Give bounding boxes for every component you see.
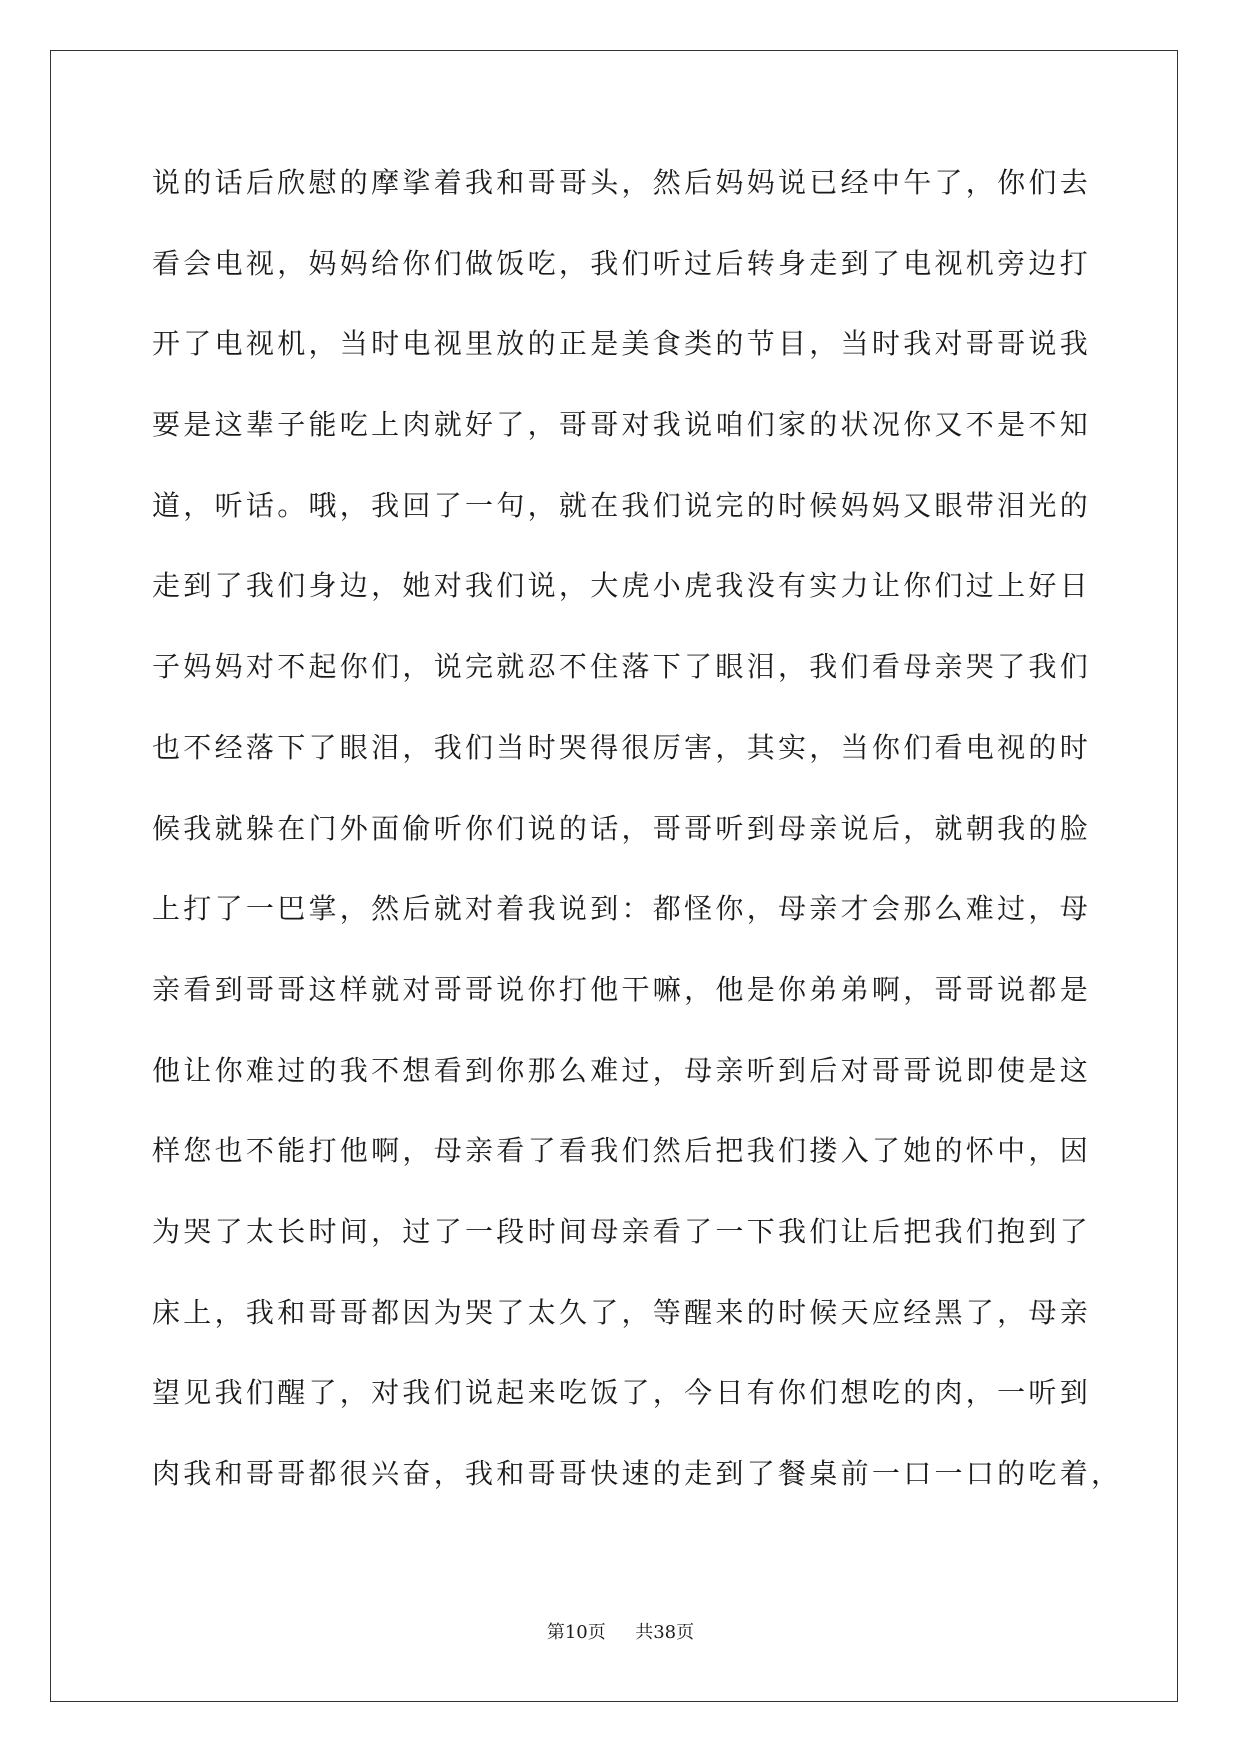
page-number: 第10页 bbox=[546, 1622, 606, 1643]
text-line: 亲看到哥哥这样就对哥哥说你打他干嘛，他是你弟弟啊，哥哥说都是 bbox=[152, 972, 1092, 1006]
text-line: 走到了我们身边，她对我们说，大虎小虎我没有实力让你们过上好日 bbox=[152, 569, 1092, 603]
text-line: 为哭了太长时间，过了一段时间母亲看了一下我们让后把我们抱到了 bbox=[152, 1214, 1092, 1248]
document-body bbox=[152, 163, 1123, 1535]
text-line: 样您也不能打他啊，母亲看了看我们然后把我们搂入了她的怀中，因 bbox=[152, 1134, 1092, 1168]
page-total: 共38页 bbox=[635, 1622, 695, 1643]
text-line: 看会电视，妈妈给你们做饭吃，我们听过后转身走到了电视机旁边打 bbox=[152, 246, 1092, 280]
page-footer bbox=[0, 1618, 1241, 1644]
text-line: 子妈妈对不起你们，说完就忍不住落下了眼泪，我们看母亲哭了我们 bbox=[152, 650, 1092, 684]
text-line: 候我就躲在门外面偷听你们说的话，哥哥听到母亲说后，就朝我的脸 bbox=[152, 811, 1092, 845]
text-line: 肉我和哥哥都很兴奋，我和哥哥快速的走到了餐桌前一口一口的吃着， bbox=[152, 1457, 1123, 1490]
text-line: 他让你难过的我不想看到你那么难过，母亲听到后对哥哥说即使是这 bbox=[152, 1053, 1092, 1087]
text-line: 道，听话。哦，我回了一句，就在我们说完的时候妈妈又眼带泪光的 bbox=[152, 488, 1092, 522]
text-line: 也不经落下了眼泪，我们当时哭得很厉害，其实，当你们看电视的时 bbox=[152, 730, 1092, 764]
text-line: 床上，我和哥哥都因为哭了太久了，等醒来的时候天应经黑了，母亲 bbox=[152, 1295, 1092, 1329]
text-line: 开了电视机，当时电视里放的正是美食类的节目，当时我对哥哥说我 bbox=[152, 327, 1092, 361]
text-line: 上打了一巴掌，然后就对着我说到：都怪你，母亲才会那么难过，母 bbox=[152, 892, 1092, 926]
text-line: 说的话后欣慰的摩挲着我和哥哥头，然后妈妈说已经中午了，你们去 bbox=[152, 166, 1092, 199]
text-line: 望见我们醒了，对我们说起来吃饭了，今日有你们想吃的肉，一听到 bbox=[152, 1376, 1092, 1410]
text-line: 要是这辈子能吃上肉就好了，哥哥对我说咱们家的状况你又不是不知 bbox=[152, 408, 1092, 442]
